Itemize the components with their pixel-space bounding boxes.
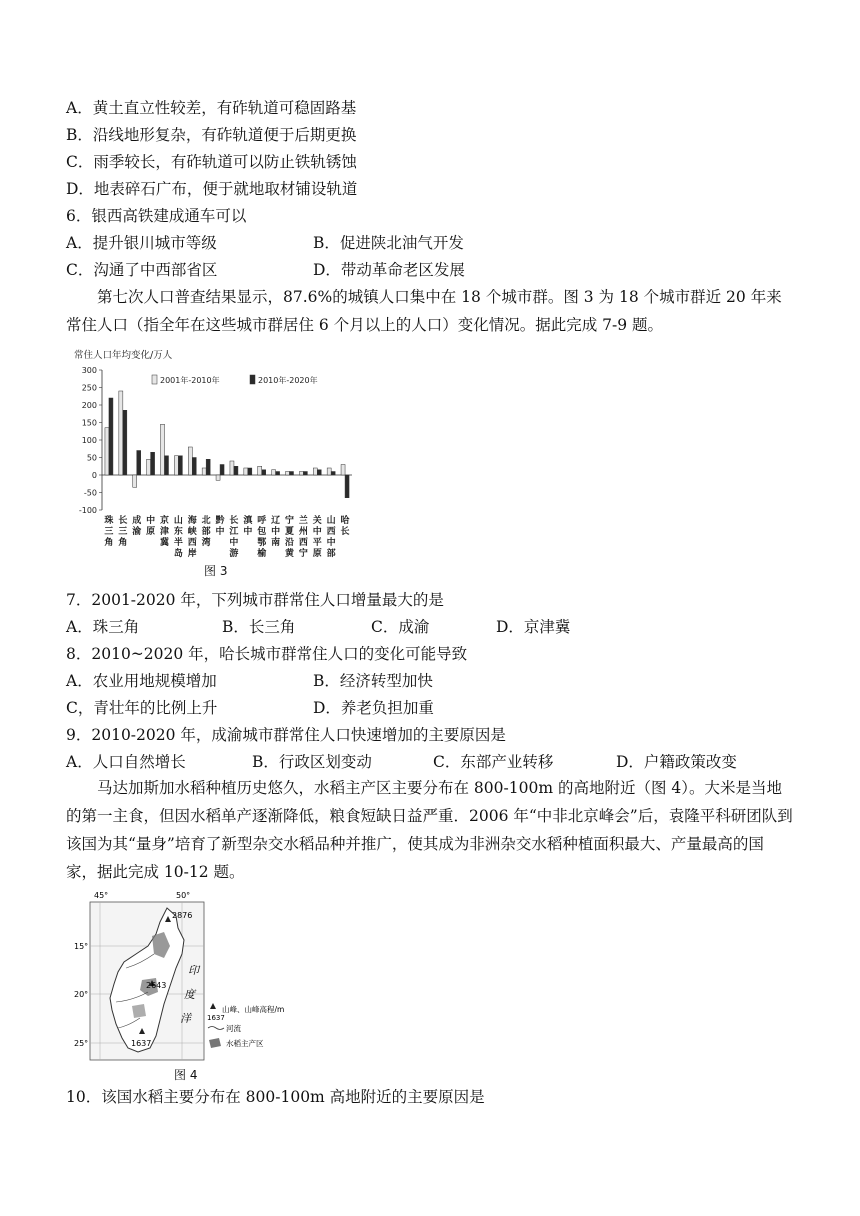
- x-tick-label: 北: [201, 516, 211, 526]
- bar: [258, 466, 262, 475]
- y-tick-label: 150: [81, 418, 97, 428]
- x-tick-label: 中: [146, 516, 156, 526]
- bar: [119, 391, 123, 475]
- x-tick-label: 峡: [187, 527, 197, 537]
- figure-4-caption: 图 4: [174, 1068, 198, 1082]
- q9-stem: 9．2010-2020 年，成渝城市群常住人口快速增加的主要原因是: [66, 726, 506, 744]
- legend-river-icon: [208, 1027, 224, 1030]
- y-tick-label: 50: [86, 453, 97, 463]
- bar: [202, 468, 206, 475]
- legend-swatch: [250, 375, 255, 384]
- x-tick-label: 长: [118, 516, 128, 526]
- bar: [234, 466, 238, 475]
- x-tick-label: 部: [326, 549, 336, 559]
- bar: [286, 472, 290, 476]
- bar: [341, 465, 345, 476]
- legend-swatch: [152, 375, 157, 384]
- bar: [276, 472, 280, 476]
- bar: [147, 459, 151, 475]
- bar: [230, 461, 234, 475]
- q9-option-c: C．东部产业转移: [433, 753, 554, 771]
- x-tick-label: 中: [215, 527, 225, 537]
- q9-option-b: B．行政区划变动: [252, 753, 372, 771]
- chart-title: 常住人口年均变化/万人: [74, 350, 173, 361]
- bar: [303, 472, 307, 476]
- legend-peak-label: 山峰、山峰高程/m: [222, 1005, 285, 1014]
- bar: [105, 428, 109, 475]
- bar: [248, 468, 252, 475]
- q5-option-a: A．黄土直立性较差，有砟轨道可稳固路基: [66, 99, 357, 117]
- q5-option-d: D．地表碎石广布，便于就地取材铺设轨道: [66, 180, 358, 198]
- x-tick-label: 包: [257, 527, 267, 537]
- x-tick-label: 关: [312, 516, 322, 526]
- x-tick-label: 三: [104, 527, 114, 537]
- bar: [178, 456, 182, 475]
- q7-stem: 7．2001-2020 年，下列城市群常住人口增量最大的是: [66, 591, 444, 609]
- bar: [123, 410, 127, 475]
- x-tick-label: 成: [132, 516, 142, 526]
- madagascar-map: [72, 888, 322, 1068]
- bar: [299, 472, 303, 476]
- x-tick-label: 湾: [201, 538, 211, 548]
- ocean-char: 洋: [180, 1012, 191, 1025]
- lat-label: 20°: [74, 990, 89, 999]
- peak-label: 1637: [131, 1039, 152, 1048]
- ocean-char: 印: [188, 964, 199, 977]
- x-tick-label: 西: [187, 538, 197, 548]
- y-tick-label: -50: [83, 488, 97, 498]
- x-tick-label: 山: [173, 516, 183, 526]
- y-tick-label: 250: [81, 383, 97, 393]
- lon-label: 45°: [94, 891, 109, 900]
- x-tick-label: 南: [271, 538, 281, 548]
- peak-label: 2643: [146, 981, 167, 990]
- intro-10-12: 马达加斯加水稻种植历史悠久，水稻主产区主要分布在 800-100m 的高地附近（图 4）。大米是当地的第一主食，但因水稻单产逐渐降低，粮食短缺日益严重．2006 年“中非北京峰会”后，袁隆平科研团队到该国为其“量身”培育了新型杂交水稻品种并推广，使其成为非洲杂交水稻种植面积最大、产量最高的国家，据此完成 10-12 题。: [66, 779, 793, 881]
- bar: [206, 459, 210, 475]
- y-tick-label: -100: [78, 506, 97, 515]
- q5-option-c: C．雨季较长，有砟轨道可以防止铁轨锈蚀: [66, 153, 357, 171]
- bar: [137, 451, 141, 476]
- lon-label: 50°: [176, 891, 191, 900]
- bar: [262, 470, 266, 475]
- bar: [188, 447, 192, 475]
- x-tick-label: 渝: [132, 527, 142, 537]
- x-tick-label: 呼: [257, 516, 267, 526]
- x-tick-label: 夏: [284, 527, 295, 537]
- x-tick-label: 原: [312, 549, 322, 559]
- legend-rice-label: 水稻主产区: [226, 1039, 264, 1048]
- y-tick-label: 300: [81, 366, 97, 375]
- bar: [317, 470, 321, 475]
- x-tick-label: 榆: [257, 549, 267, 559]
- rice-region: [132, 1004, 146, 1018]
- bar: [216, 475, 220, 480]
- x-tick-label: 原: [146, 527, 156, 537]
- bar: [174, 456, 178, 475]
- lat-label: 15°: [74, 942, 89, 951]
- legend-label: 2010年-2020年: [258, 376, 318, 385]
- q6-option-b: B．促进陕北油气开发: [313, 234, 464, 252]
- bar: [331, 472, 335, 476]
- x-tick-label: 黔: [215, 516, 225, 526]
- lat-label: 25°: [74, 1039, 89, 1048]
- population-change-chart: [72, 345, 362, 580]
- q10-stem: 10．该国水稻主要分布在 800-100m 高地附近的主要原因是: [66, 1088, 485, 1106]
- x-tick-label: 宁: [284, 516, 295, 526]
- bar: [192, 458, 196, 476]
- x-tick-label: 西: [326, 527, 336, 537]
- x-tick-label: 海: [187, 516, 197, 526]
- q9-option-d: D．户籍政策改变: [616, 753, 737, 771]
- x-tick-label: 中: [271, 527, 281, 537]
- legend-peak-sample: 1637: [207, 1014, 225, 1022]
- intro-7-9: 第七次人口普查结果显示，87.6%的城镇人口集中在 18 个城市群。图 3 为 18 个城市群近 20 年来常住人口（指全年在这些城市群居住 6 个月以上的人口）变化情况。据此完成 7-9 题。: [66, 288, 782, 334]
- q6-stem: 6．银西高铁建成通车可以: [66, 207, 247, 225]
- bar: [313, 468, 317, 475]
- x-tick-label: 半: [173, 538, 183, 548]
- x-tick-label: 津: [159, 527, 170, 537]
- x-tick-label: 中: [229, 538, 239, 548]
- x-tick-label: 长: [229, 516, 239, 526]
- q5-option-b: B．沿线地形复杂，有砟轨道便于后期更换: [66, 126, 357, 144]
- x-tick-label: 长: [340, 527, 350, 537]
- bar: [151, 452, 155, 475]
- y-tick-label: 100: [81, 436, 97, 445]
- x-tick-label: 沿: [284, 538, 295, 548]
- x-tick-label: 角: [118, 538, 128, 548]
- legend-river-label: 河流: [226, 1024, 241, 1033]
- bar: [290, 472, 294, 476]
- bar: [161, 424, 165, 475]
- bar: [133, 475, 137, 487]
- q8-option-c: C，青壮年的比例上升: [66, 699, 218, 717]
- x-tick-label: 滇: [243, 516, 253, 526]
- x-tick-label: 冀: [159, 538, 170, 548]
- legend-peak-icon: [210, 1003, 216, 1009]
- x-tick-label: 三: [118, 527, 128, 537]
- x-tick-label: 京: [159, 516, 170, 526]
- x-tick-label: 哈: [340, 516, 350, 526]
- bar: [220, 465, 224, 476]
- x-tick-label: 辽: [271, 516, 281, 526]
- bar: [272, 470, 276, 475]
- legend-rice-icon: [209, 1038, 221, 1048]
- q8-option-d: D．养老负担加重: [313, 699, 434, 717]
- figure-3-caption: 图 3: [204, 564, 228, 578]
- q8-option-b: B．经济转型加快: [313, 672, 433, 690]
- bar: [327, 468, 331, 475]
- q7-option-a: A．珠三角: [66, 618, 140, 636]
- legend-label: 2001年-2010年: [160, 376, 220, 385]
- x-tick-label: 岸: [187, 549, 197, 559]
- q6-option-a: A．提升银川城市等级: [66, 234, 217, 252]
- x-tick-label: 东: [173, 527, 183, 537]
- y-tick-label: 200: [81, 401, 97, 410]
- x-tick-label: 岛: [173, 549, 183, 559]
- q6-option-d: D．带动革命老区发展: [313, 261, 465, 279]
- q7-option-b: B．长三角: [222, 618, 296, 636]
- x-tick-label: 宁: [298, 549, 308, 559]
- bar: [345, 475, 349, 498]
- x-tick-label: 平: [312, 538, 322, 548]
- x-tick-label: 中: [243, 527, 253, 537]
- x-tick-label: 州: [298, 527, 308, 537]
- q8-option-a: A．农业用地规模增加: [66, 672, 217, 690]
- q7-option-d: D．京津冀: [496, 618, 571, 636]
- q8-stem: 8．2010~2020 年，哈长城市群常住人口的变化可能导致: [66, 645, 468, 663]
- q7-option-c: C．成渝: [371, 618, 430, 636]
- x-tick-label: 角: [104, 538, 114, 548]
- q6-option-c: C．沟通了中西部省区: [66, 261, 218, 279]
- bar: [244, 468, 248, 475]
- y-tick-label: 0: [91, 471, 97, 480]
- x-tick-label: 游: [229, 549, 239, 559]
- x-tick-label: 珠: [104, 516, 114, 526]
- q9-option-a: A．人口自然增长: [66, 753, 186, 771]
- x-tick-label: 山: [326, 516, 336, 526]
- x-tick-label: 兰: [298, 516, 308, 526]
- peak-label: 2876: [172, 911, 193, 920]
- bar: [165, 456, 169, 475]
- x-tick-label: 江: [229, 527, 239, 537]
- x-tick-label: 中: [312, 527, 322, 537]
- x-tick-label: 黄: [284, 549, 295, 559]
- ocean-char: 度: [184, 988, 195, 1001]
- bar: [109, 398, 113, 475]
- x-tick-label: 西: [298, 538, 308, 548]
- x-tick-label: 鄂: [257, 538, 267, 548]
- x-tick-label: 中: [326, 538, 336, 548]
- x-tick-label: 部: [201, 527, 211, 537]
